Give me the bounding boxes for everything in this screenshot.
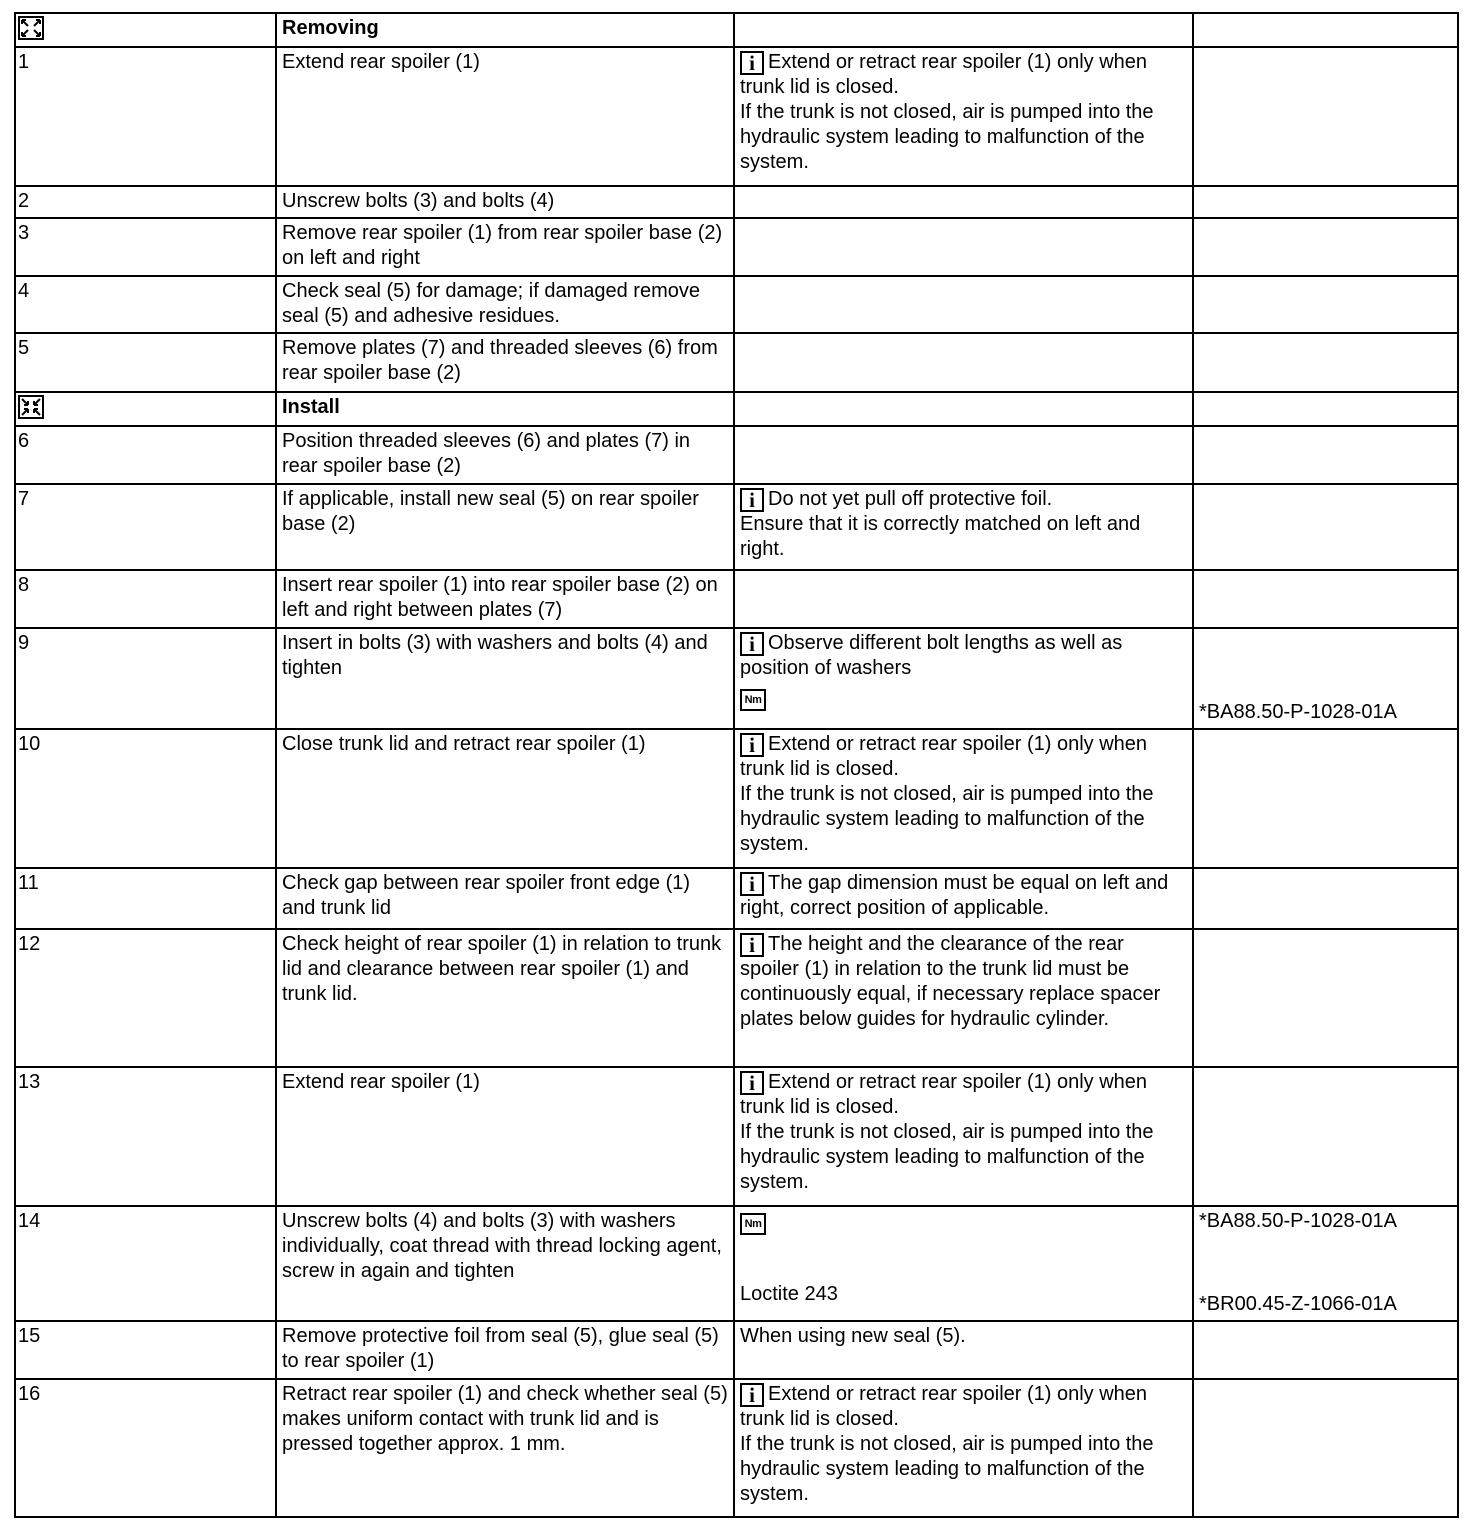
table-row <box>15 426 1458 484</box>
info-icon: i <box>740 1383 764 1407</box>
section-icon-cell <box>15 13 276 47</box>
step-action: Remove protective foil from seal (5), glue seal (5) to rear spoiler (1) <box>276 1321 734 1379</box>
step-action: Extend rear spoiler (1) <box>276 47 734 186</box>
step-number: 6 <box>15 426 276 484</box>
step-note: i Do not yet pull off protective foil. Ensure that it is correctly matched on left and right. <box>734 484 1193 570</box>
table-row <box>15 1067 1458 1206</box>
install-collapse-icon <box>18 395 44 419</box>
table-row <box>15 218 1458 276</box>
table-row <box>15 47 1458 186</box>
procedure-table <box>14 12 1459 1518</box>
step-number: 13 <box>15 1067 276 1206</box>
step-note: i Extend or retract rear spoiler (1) only when trunk lid is closed. If the trunk is not closed, air is pumped into the hydraulic system leading to malfunction of the system. <box>734 1379 1193 1517</box>
step-action: Unscrew bolts (4) and bolts (3) with washers individually, coat thread with thread locking agent, screw in again and tighten <box>276 1206 734 1321</box>
reference-cell <box>1193 1206 1458 1321</box>
reference-link[interactable]: *BA88.50-P-1028-01A <box>1199 1210 1397 1232</box>
torque-nm-icon: Nm <box>740 1213 766 1235</box>
removal-expand-icon <box>18 16 44 40</box>
step-number: 4 <box>15 276 276 333</box>
step-note: i Extend or retract rear spoiler (1) only when trunk lid is closed. If the trunk is not closed, air is pumped into the hydraulic system leading to malfunction of the system. <box>734 47 1193 186</box>
step-number: 12 <box>15 929 276 1067</box>
step-number: 5 <box>15 333 276 392</box>
step-action: If applicable, install new seal (5) on rear spoiler base (2) <box>276 484 734 570</box>
table-row <box>15 1379 1458 1517</box>
table-row <box>15 1206 1458 1321</box>
step-note: i The gap dimension must be equal on left and right, correct position of applicable. <box>734 868 1193 929</box>
section-title: Install <box>276 392 734 426</box>
step-number: 8 <box>15 570 276 628</box>
step-note: When using new seal (5). <box>734 1321 1193 1379</box>
reference-link[interactable]: *BA88.50-P-1028-01A <box>1193 628 1458 729</box>
step-action: Insert rear spoiler (1) into rear spoiler base (2) on left and right between plates (7) <box>276 570 734 628</box>
step-note: i The height and the clearance of the rear spoiler (1) in relation to the trunk lid must be continuously equal, if necessary replace spacer plates below guides for hydraulic cylinder. <box>734 929 1193 1067</box>
table-row <box>15 186 1458 218</box>
table-row <box>15 1321 1458 1379</box>
info-icon: i <box>740 488 764 512</box>
step-number: 1 <box>15 47 276 186</box>
step-note: i Extend or retract rear spoiler (1) only when trunk lid is closed. If the trunk is not closed, air is pumped into the hydraulic system leading to malfunction of the system. <box>734 729 1193 868</box>
section-title: Removing <box>276 13 734 47</box>
info-icon: i <box>740 933 764 957</box>
step-number: 15 <box>15 1321 276 1379</box>
table-row <box>15 276 1458 333</box>
table-row <box>15 628 1458 729</box>
table-row <box>15 729 1458 868</box>
table-row <box>15 333 1458 392</box>
step-number: 11 <box>15 868 276 929</box>
material-label: Loctite 243 <box>740 1283 838 1305</box>
section-header-install <box>15 392 1458 426</box>
info-icon: i <box>740 872 764 896</box>
step-action: Remove rear spoiler (1) from rear spoiler base (2) on left and right <box>276 218 734 276</box>
step-number: 10 <box>15 729 276 868</box>
table-row <box>15 570 1458 628</box>
step-action: Check seal (5) for damage; if damaged remove seal (5) and adhesive residues. <box>276 276 734 333</box>
step-note: i Observe different bolt lengths as well as position of washers Nm <box>734 628 1193 729</box>
step-number: 14 <box>15 1206 276 1321</box>
step-action: Insert in bolts (3) with washers and bolts (4) and tighten <box>276 628 734 729</box>
step-action: Close trunk lid and retract rear spoiler (1) <box>276 729 734 868</box>
step-action: Check gap between rear spoiler front edge (1) and trunk lid <box>276 868 734 929</box>
reference-link[interactable]: *BR00.45-Z-1066-01A <box>1199 1293 1397 1315</box>
info-icon: i <box>740 51 764 75</box>
table-row <box>15 868 1458 929</box>
step-action: Unscrew bolts (3) and bolts (4) <box>276 186 734 218</box>
torque-nm-icon: Nm <box>740 689 766 711</box>
table-row <box>15 929 1458 1067</box>
step-action: Position threaded sleeves (6) and plates (7) in rear spoiler base (2) <box>276 426 734 484</box>
step-action: Remove plates (7) and threaded sleeves (6) from rear spoiler base (2) <box>276 333 734 392</box>
step-number: 16 <box>15 1379 276 1517</box>
table-row <box>15 484 1458 570</box>
info-icon: i <box>740 632 764 656</box>
step-number: 9 <box>15 628 276 729</box>
step-number: 3 <box>15 218 276 276</box>
step-action: Retract rear spoiler (1) and check whether seal (5) makes uniform contact with trunk lid and is pressed together approx. 1 mm. <box>276 1379 734 1517</box>
step-number: 2 <box>15 186 276 218</box>
section-header-removing <box>15 13 1458 47</box>
section-icon-cell <box>15 392 276 426</box>
step-action: Check height of rear spoiler (1) in relation to trunk lid and clearance between rear spoiler (1) and trunk lid. <box>276 929 734 1067</box>
step-note <box>734 1206 1193 1321</box>
step-action: Extend rear spoiler (1) <box>276 1067 734 1206</box>
step-number: 7 <box>15 484 276 570</box>
info-icon: i <box>740 733 764 757</box>
info-icon: i <box>740 1071 764 1095</box>
step-note: i Extend or retract rear spoiler (1) only when trunk lid is closed. If the trunk is not closed, air is pumped into the hydraulic system leading to malfunction of the system. <box>734 1067 1193 1206</box>
